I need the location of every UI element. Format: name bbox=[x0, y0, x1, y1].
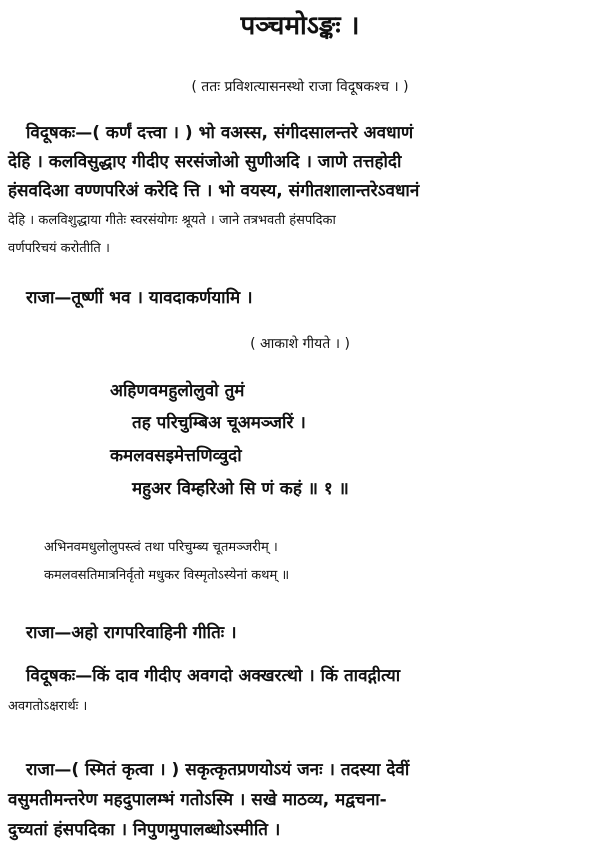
verse-line-3: कमलवसइमेत्तणिव्वुदो bbox=[110, 446, 242, 466]
raja-reply-line-2: वसुमतीमन्तरेण महदुपालम्भं गतोऽस्मि । सखे माठव्य, मद्वचना- bbox=[8, 790, 387, 810]
verse-line-1: अहिणवमहुलोलुवो तुमं bbox=[110, 381, 245, 401]
raja-line-song-praise: राजा—अहो रागपरिवाहिनी गीतिः । bbox=[26, 623, 237, 643]
verse-sanskrit-line-1: अभिनवमधुलोलुपस्त्वं तथा परिचुम्ब्य चूतमञ्जरीम् । bbox=[44, 540, 278, 555]
vidushaka-line-2: देहि । कलविसुद्धाए गीदीए सरसंजोओ सुणीअदि । जाणे तत्तहोदी bbox=[8, 152, 402, 172]
verse-sanskrit-line-2: कमलवसतिमात्रनिर्वृतो मधुकर विस्मृतोऽस्येनां कथम् ॥ bbox=[44, 568, 290, 583]
vidushaka-line-3: हंसवदिआ वण्णपरिअं करेदि त्ति । भो वयस्य, संगीतशालान्तरेऽवधानं bbox=[8, 181, 420, 201]
stage-direction-song: ( आकाशे गीयते । ) bbox=[250, 336, 350, 352]
verse-line-2: तह परिचुम्बिअ चूअमञ्जरिं । bbox=[132, 413, 306, 433]
verse-line-4: महुअर विम्हरिओ सि णं कहं ॥ १ ॥ bbox=[132, 479, 349, 499]
sanskrit-gloss-line-1: देहि । कलविशुद्धाया गीतेः स्वरसंयोगः श्रूयते । जाने तत्रभवती हंसपदिका bbox=[8, 213, 336, 228]
raja-reply-line-1: राजा—( स्मितं कृत्वा । ) सकृत्कृतप्रणयोऽयं जनः । तदस्या देवीं bbox=[26, 760, 410, 780]
vidushaka-question-line-2: अवगतोऽक्षरार्थः । bbox=[8, 699, 88, 714]
raja-reply-line-3: दुच्यतां हंसपदिका । निपुणमुपालब्धोऽस्मीति । bbox=[8, 820, 281, 840]
act-heading: पञ्चमोऽङ्कः । bbox=[240, 11, 360, 41]
stage-direction-opening: ( ततः प्रविशत्यासनस्थो राजा विदूषकश्च । ) bbox=[191, 79, 409, 95]
sanskrit-gloss-line-2: वर्णपरिचयं करोतीति । bbox=[8, 241, 110, 256]
vidushaka-line-1: विदूषकः—( कर्णं दत्त्वा । ) भो वअस्स, संगीदसालन्तरे अवधाणं bbox=[26, 123, 414, 143]
raja-line-silence: राजा—तूष्णीं भव । यावदाकर्णयामि । bbox=[26, 288, 253, 308]
vidushaka-question-line-1: विदूषकः—किं दाव गीदीए अवगदो अक्खरत्थो । किं तावद्गीत्या bbox=[26, 666, 401, 686]
